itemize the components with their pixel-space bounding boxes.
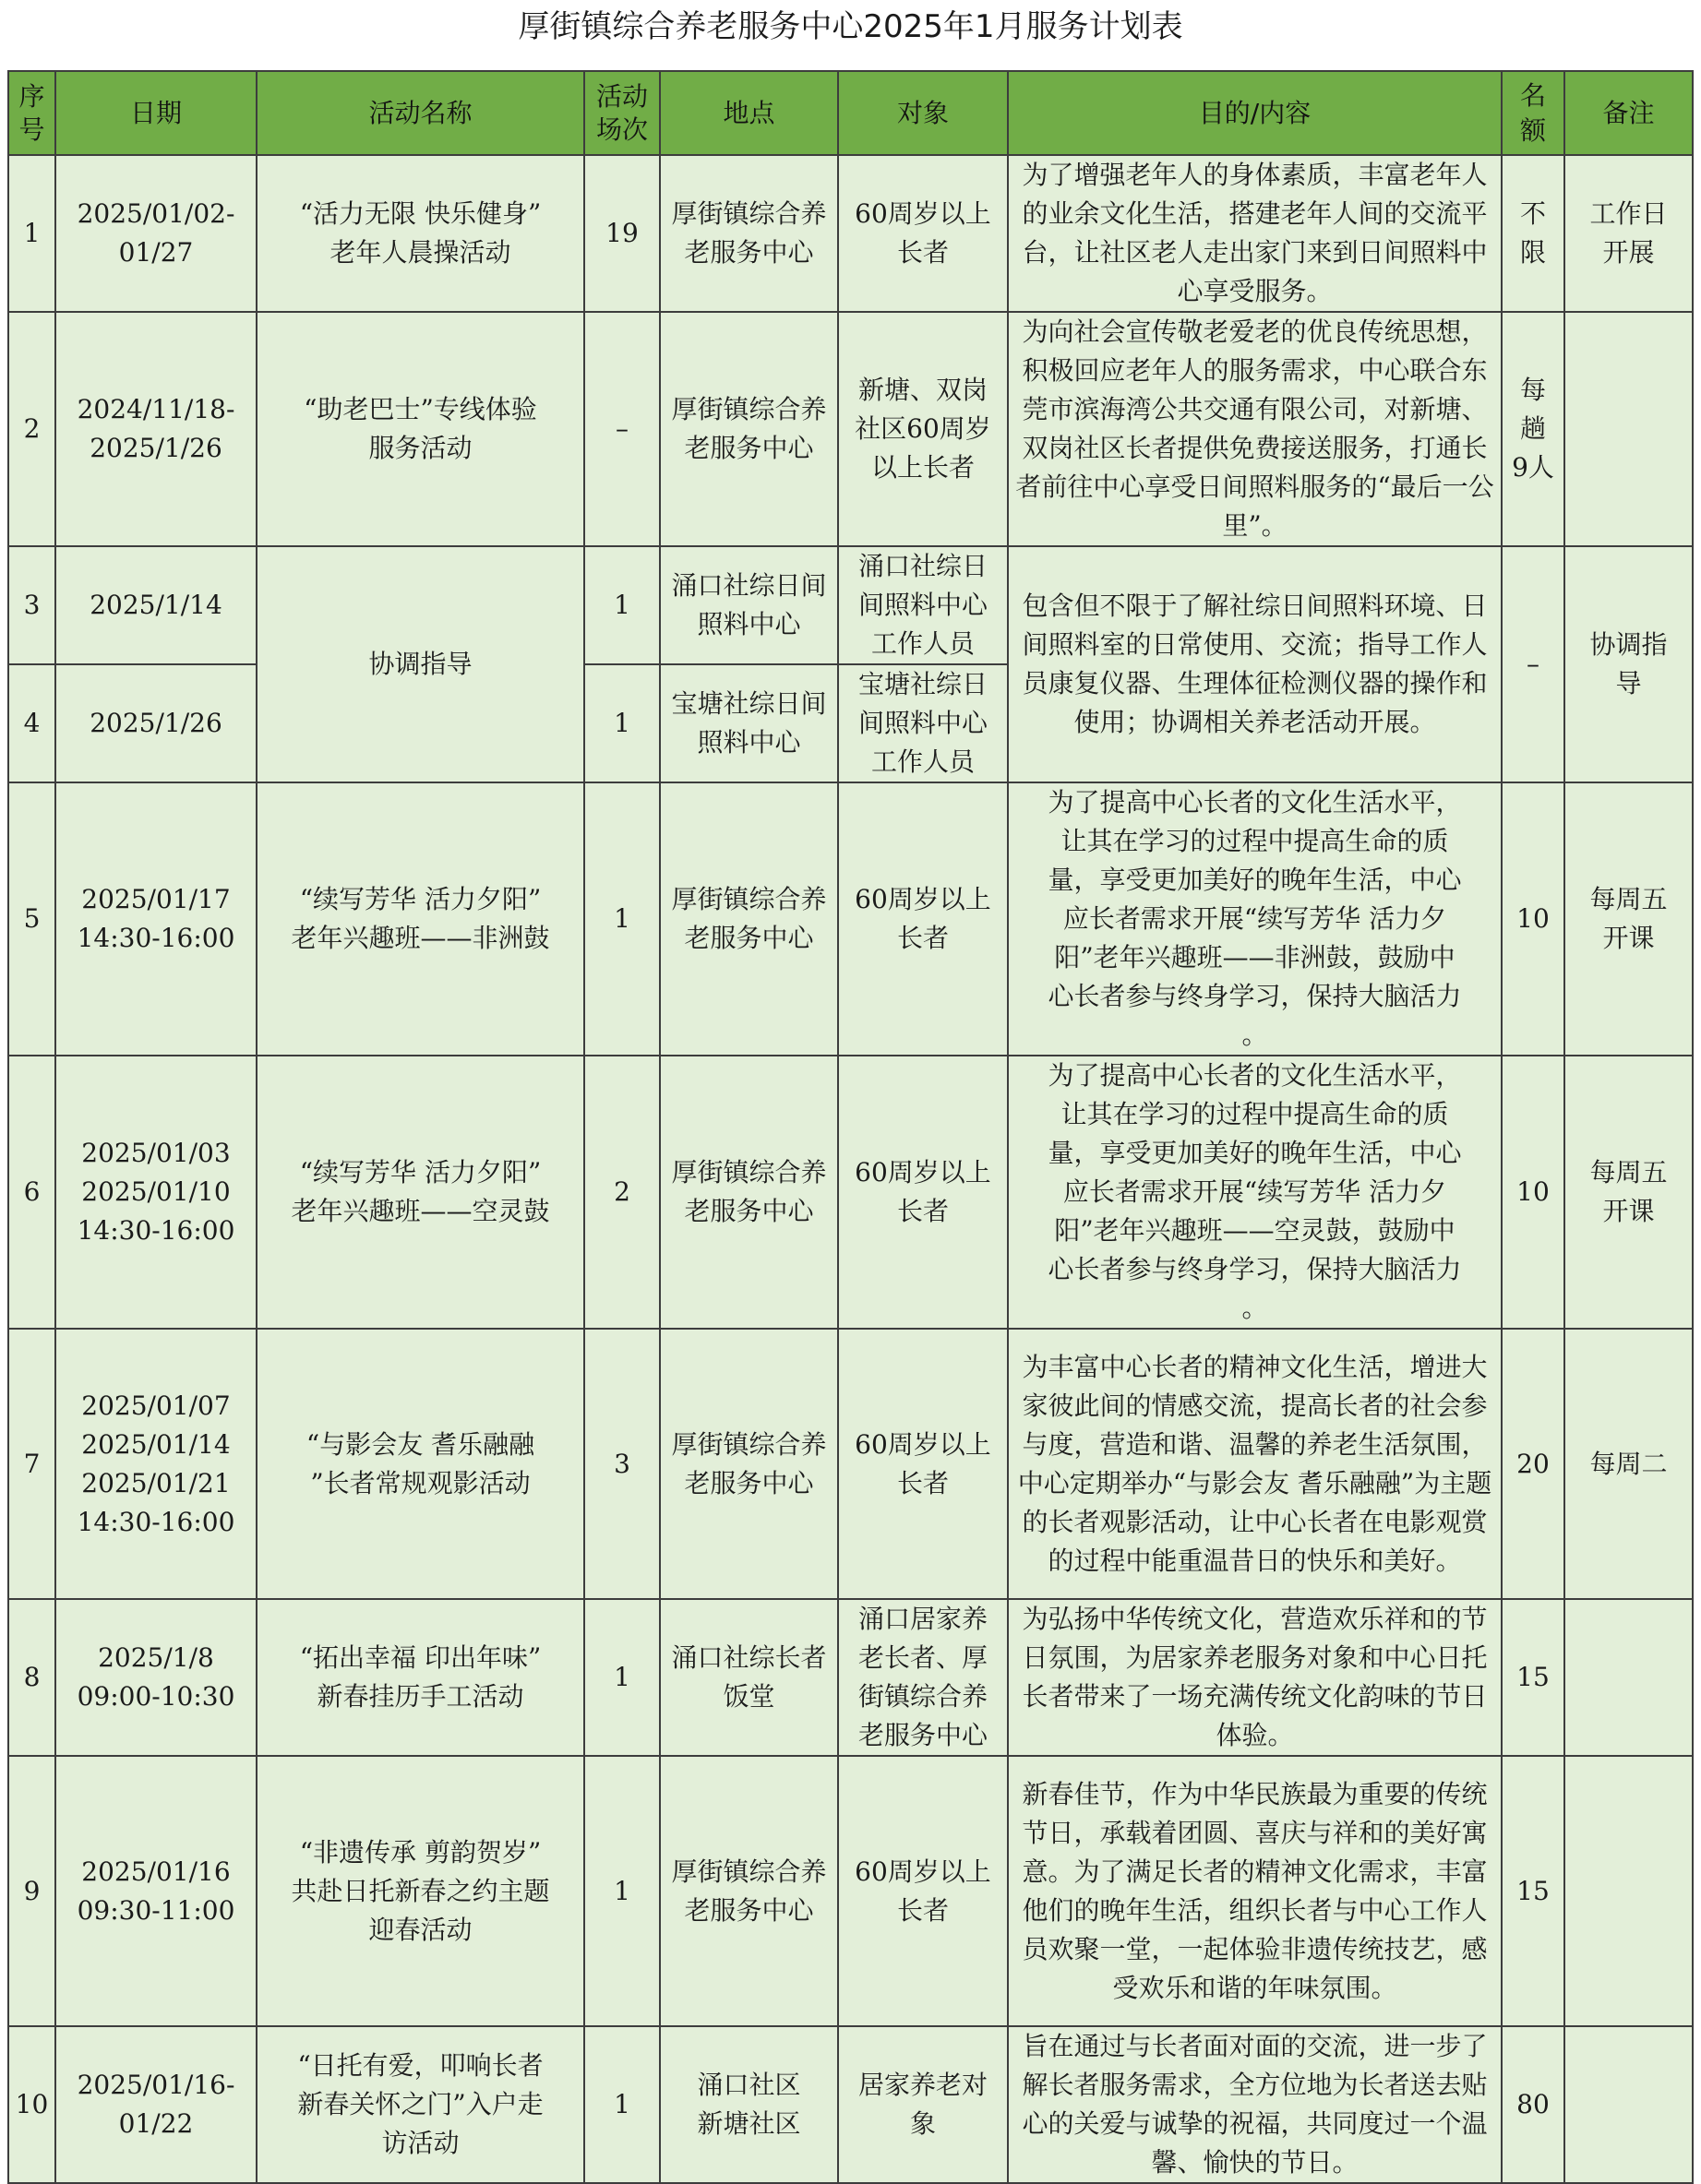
cell-target: 60周岁以上 长者 [838,1329,1008,1599]
cell-purpose: 为了提高中心长者的文化生活水平， 让其在学习的过程中提高生命的质 量，享受更加美好的晚年生活，中心 应长者需求开展“续写芳华 活力夕 阳”老年兴趣班——空灵鼓，鼓励中 心长者参与终身学习，保持大脑活力 。 [1008,1056,1502,1329]
cell-sessions: 1 [584,546,660,664]
cell-location: 厚街镇综合养 老服务中心 [660,312,838,546]
cell-location: 厚街镇综合养 老服务中心 [660,782,838,1056]
header-purpose: 目的/内容 [1008,71,1502,155]
table-row [8,1599,1693,1756]
cell-date: 2025/01/07 2025/01/14 2025/01/21 14:30-16:00 [55,1329,257,1599]
cell-activity: “非遗传承 剪韵贺岁” 共赴日托新春之约主题 迎春活动 [257,1756,584,2026]
cell-sessions: 1 [584,782,660,1056]
table-row [8,782,1693,1056]
cell-remarks [1564,2026,1693,2183]
cell-location: 涌口社区 新塘社区 [660,2026,838,2183]
cell-activity: “助老巴士”专线体验 服务活动 [257,312,584,546]
cell-activity: 协调指导 [257,546,584,782]
header-seq: 序号 [8,71,55,155]
cell-location: 厚街镇综合养 老服务中心 [660,155,838,312]
cell-quota: 不限 [1502,155,1564,312]
cell-seq: 4 [8,664,55,782]
cell-remarks: 每周二 [1564,1329,1693,1599]
cell-location: 涌口社综日间 照料中心 [660,546,838,664]
cell-remarks: 协调指 导 [1564,546,1693,782]
cell-date: 2025/01/16- 01/22 [55,2026,257,2183]
cell-target: 新塘、双岗 社区60周岁 以上长者 [838,312,1008,546]
table-row [8,155,1693,312]
header-remarks: 备注 [1564,71,1693,155]
cell-target: 涌口居家养 老长者、厚 街镇综合养 老服务中心 [838,1599,1008,1756]
cell-purpose: 为了提高中心长者的文化生活水平， 让其在学习的过程中提高生命的质 量，享受更加美好的晚年生活，中心 应长者需求开展“续写芳华 活力夕 阳”老年兴趣班——非洲鼓，鼓励中 心长者参与终身学习，保持大脑活力 。 [1008,782,1502,1056]
cell-seq: 5 [8,782,55,1056]
cell-target: 宝塘社综日 间照料中心 工作人员 [838,664,1008,782]
cell-date: 2025/01/03 2025/01/10 14:30-16:00 [55,1056,257,1329]
table-row [8,312,1693,546]
service-plan-table [7,70,1694,2184]
cell-sessions: – [584,312,660,546]
cell-target: 居家养老对 象 [838,2026,1008,2183]
cell-sessions: 1 [584,1756,660,2026]
cell-activity: “活力无限 快乐健身” 老年人晨操活动 [257,155,584,312]
cell-purpose: 包含但不限于了解社综日间照料环境、日间照料室的日常使用、交流；指导工作人员康复仪器、生理体征检测仪器的操作和使用；协调相关养老活动开展。 [1008,546,1502,782]
cell-quota: 10 [1502,782,1564,1056]
header-row [8,71,1693,155]
cell-quota: 15 [1502,1756,1564,2026]
cell-seq: 7 [8,1329,55,1599]
cell-target: 涌口社综日 间照料中心 工作人员 [838,546,1008,664]
cell-activity: “拓出幸福 印出年味” 新春挂历手工活动 [257,1599,584,1756]
cell-location: 厚街镇综合养 老服务中心 [660,1056,838,1329]
cell-seq: 2 [8,312,55,546]
table-row [8,1056,1693,1329]
header-quota: 名额 [1502,71,1564,155]
cell-quota: 20 [1502,1329,1564,1599]
cell-seq: 10 [8,2026,55,2183]
cell-purpose: 为了增强老年人的身体素质，丰富老年人的业余文化生活，搭建老年人间的交流平台，让社区老人走出家门来到日间照料中心享受服务。 [1008,155,1502,312]
cell-sessions: 19 [584,155,660,312]
cell-quota: 每趟 9人 [1502,312,1564,546]
cell-activity: “续写芳华 活力夕阳” 老年兴趣班——空灵鼓 [257,1056,584,1329]
header-activity: 活动名称 [257,71,584,155]
cell-remarks [1564,1756,1693,2026]
table-row [8,546,1693,664]
cell-activity: “日托有爱，叩响长者 新春关怀之门”入户走 访活动 [257,2026,584,2183]
cell-seq: 3 [8,546,55,664]
cell-location: 厚街镇综合养 老服务中心 [660,1756,838,2026]
cell-date: 2025/1/26 [55,664,257,782]
cell-date: 2025/1/8 09:00-10:30 [55,1599,257,1756]
cell-quota: 10 [1502,1056,1564,1329]
cell-target: 60周岁以上 长者 [838,1056,1008,1329]
cell-date: 2024/11/18- 2025/1/26 [55,312,257,546]
cell-seq: 8 [8,1599,55,1756]
cell-sessions: 1 [584,2026,660,2183]
cell-remarks [1564,312,1693,546]
cell-sessions: 1 [584,1599,660,1756]
cell-seq: 6 [8,1056,55,1329]
cell-seq: 9 [8,1756,55,2026]
cell-date: 2025/01/02- 01/27 [55,155,257,312]
cell-target: 60周岁以上 长者 [838,782,1008,1056]
cell-location: 涌口社综长者 饭堂 [660,1599,838,1756]
cell-location: 宝塘社综日间 照料中心 [660,664,838,782]
cell-purpose: 新春佳节，作为中华民族最为重要的传统节日，承载着团圆、喜庆与祥和的美好寓意。为了满足长者的精神文化需求，丰富他们的晚年生活，组织长者与中心工作人员欢聚一堂，一起体验非遗传统技艺，感受欢乐和谐的年味氛围。 [1008,1756,1502,2026]
cell-purpose: 旨在通过与长者面对面的交流，进一步了解长者服务需求，全方位地为长者送去贴心的关爱与诚挚的祝福，共同度过一个温馨、愉快的节日。 [1008,2026,1502,2183]
cell-activity: “续写芳华 活力夕阳” 老年兴趣班——非洲鼓 [257,782,584,1056]
cell-sessions: 3 [584,1329,660,1599]
cell-remarks: 每周五 开课 [1564,782,1693,1056]
cell-quota: – [1502,546,1564,782]
table-row [8,1756,1693,2026]
cell-remarks: 工作日 开展 [1564,155,1693,312]
header-target: 对象 [838,71,1008,155]
cell-target: 60周岁以上 长者 [838,1756,1008,2026]
cell-sessions: 1 [584,664,660,782]
cell-location: 厚街镇综合养 老服务中心 [660,1329,838,1599]
cell-date: 2025/01/17 14:30-16:00 [55,782,257,1056]
cell-date: 2025/1/14 [55,546,257,664]
cell-purpose: 为弘扬中华传统文化，营造欢乐祥和的节日氛围，为居家养老服务对象和中心日托长者带来了一场充满传统文化韵味的节日体验。 [1008,1599,1502,1756]
cell-remarks: 每周五 开课 [1564,1056,1693,1329]
cell-remarks [1564,1599,1693,1756]
table-row [8,1329,1693,1599]
cell-purpose: 为丰富中心长者的精神文化生活，增进大家彼此间的情感交流，提高长者的社会参与度，营造和谐、温馨的养老生活氛围，中心定期举办“与影会友 耆乐融融”为主题的长者观影活动，让中心长者在电影观赏的过程中能重温昔日的快乐和美好。 [1008,1329,1502,1599]
cell-target: 60周岁以上 长者 [838,155,1008,312]
cell-sessions: 2 [584,1056,660,1329]
header-location: 地点 [660,71,838,155]
cell-seq: 1 [8,155,55,312]
table-row [8,2026,1693,2183]
cell-date: 2025/01/16 09:30-11:00 [55,1756,257,2026]
cell-activity: “与影会友 耆乐融融 ”长者常规观影活动 [257,1329,584,1599]
cell-quota: 80 [1502,2026,1564,2183]
page-title: 厚街镇综合养老服务中心2025年1月服务计划表 [518,8,1183,45]
cell-purpose: 为向社会宣传敬老爱老的优良传统思想，积极回应老年人的服务需求，中心联合东莞市滨海湾公共交通有限公司，对新塘、双岗社区长者提供免费接送服务，打通长者前往中心享受日间照料服务的“最后一公里”。 [1008,312,1502,546]
cell-quota: 15 [1502,1599,1564,1756]
header-sessions: 活动场次 [584,71,660,155]
header-date: 日期 [55,71,257,155]
